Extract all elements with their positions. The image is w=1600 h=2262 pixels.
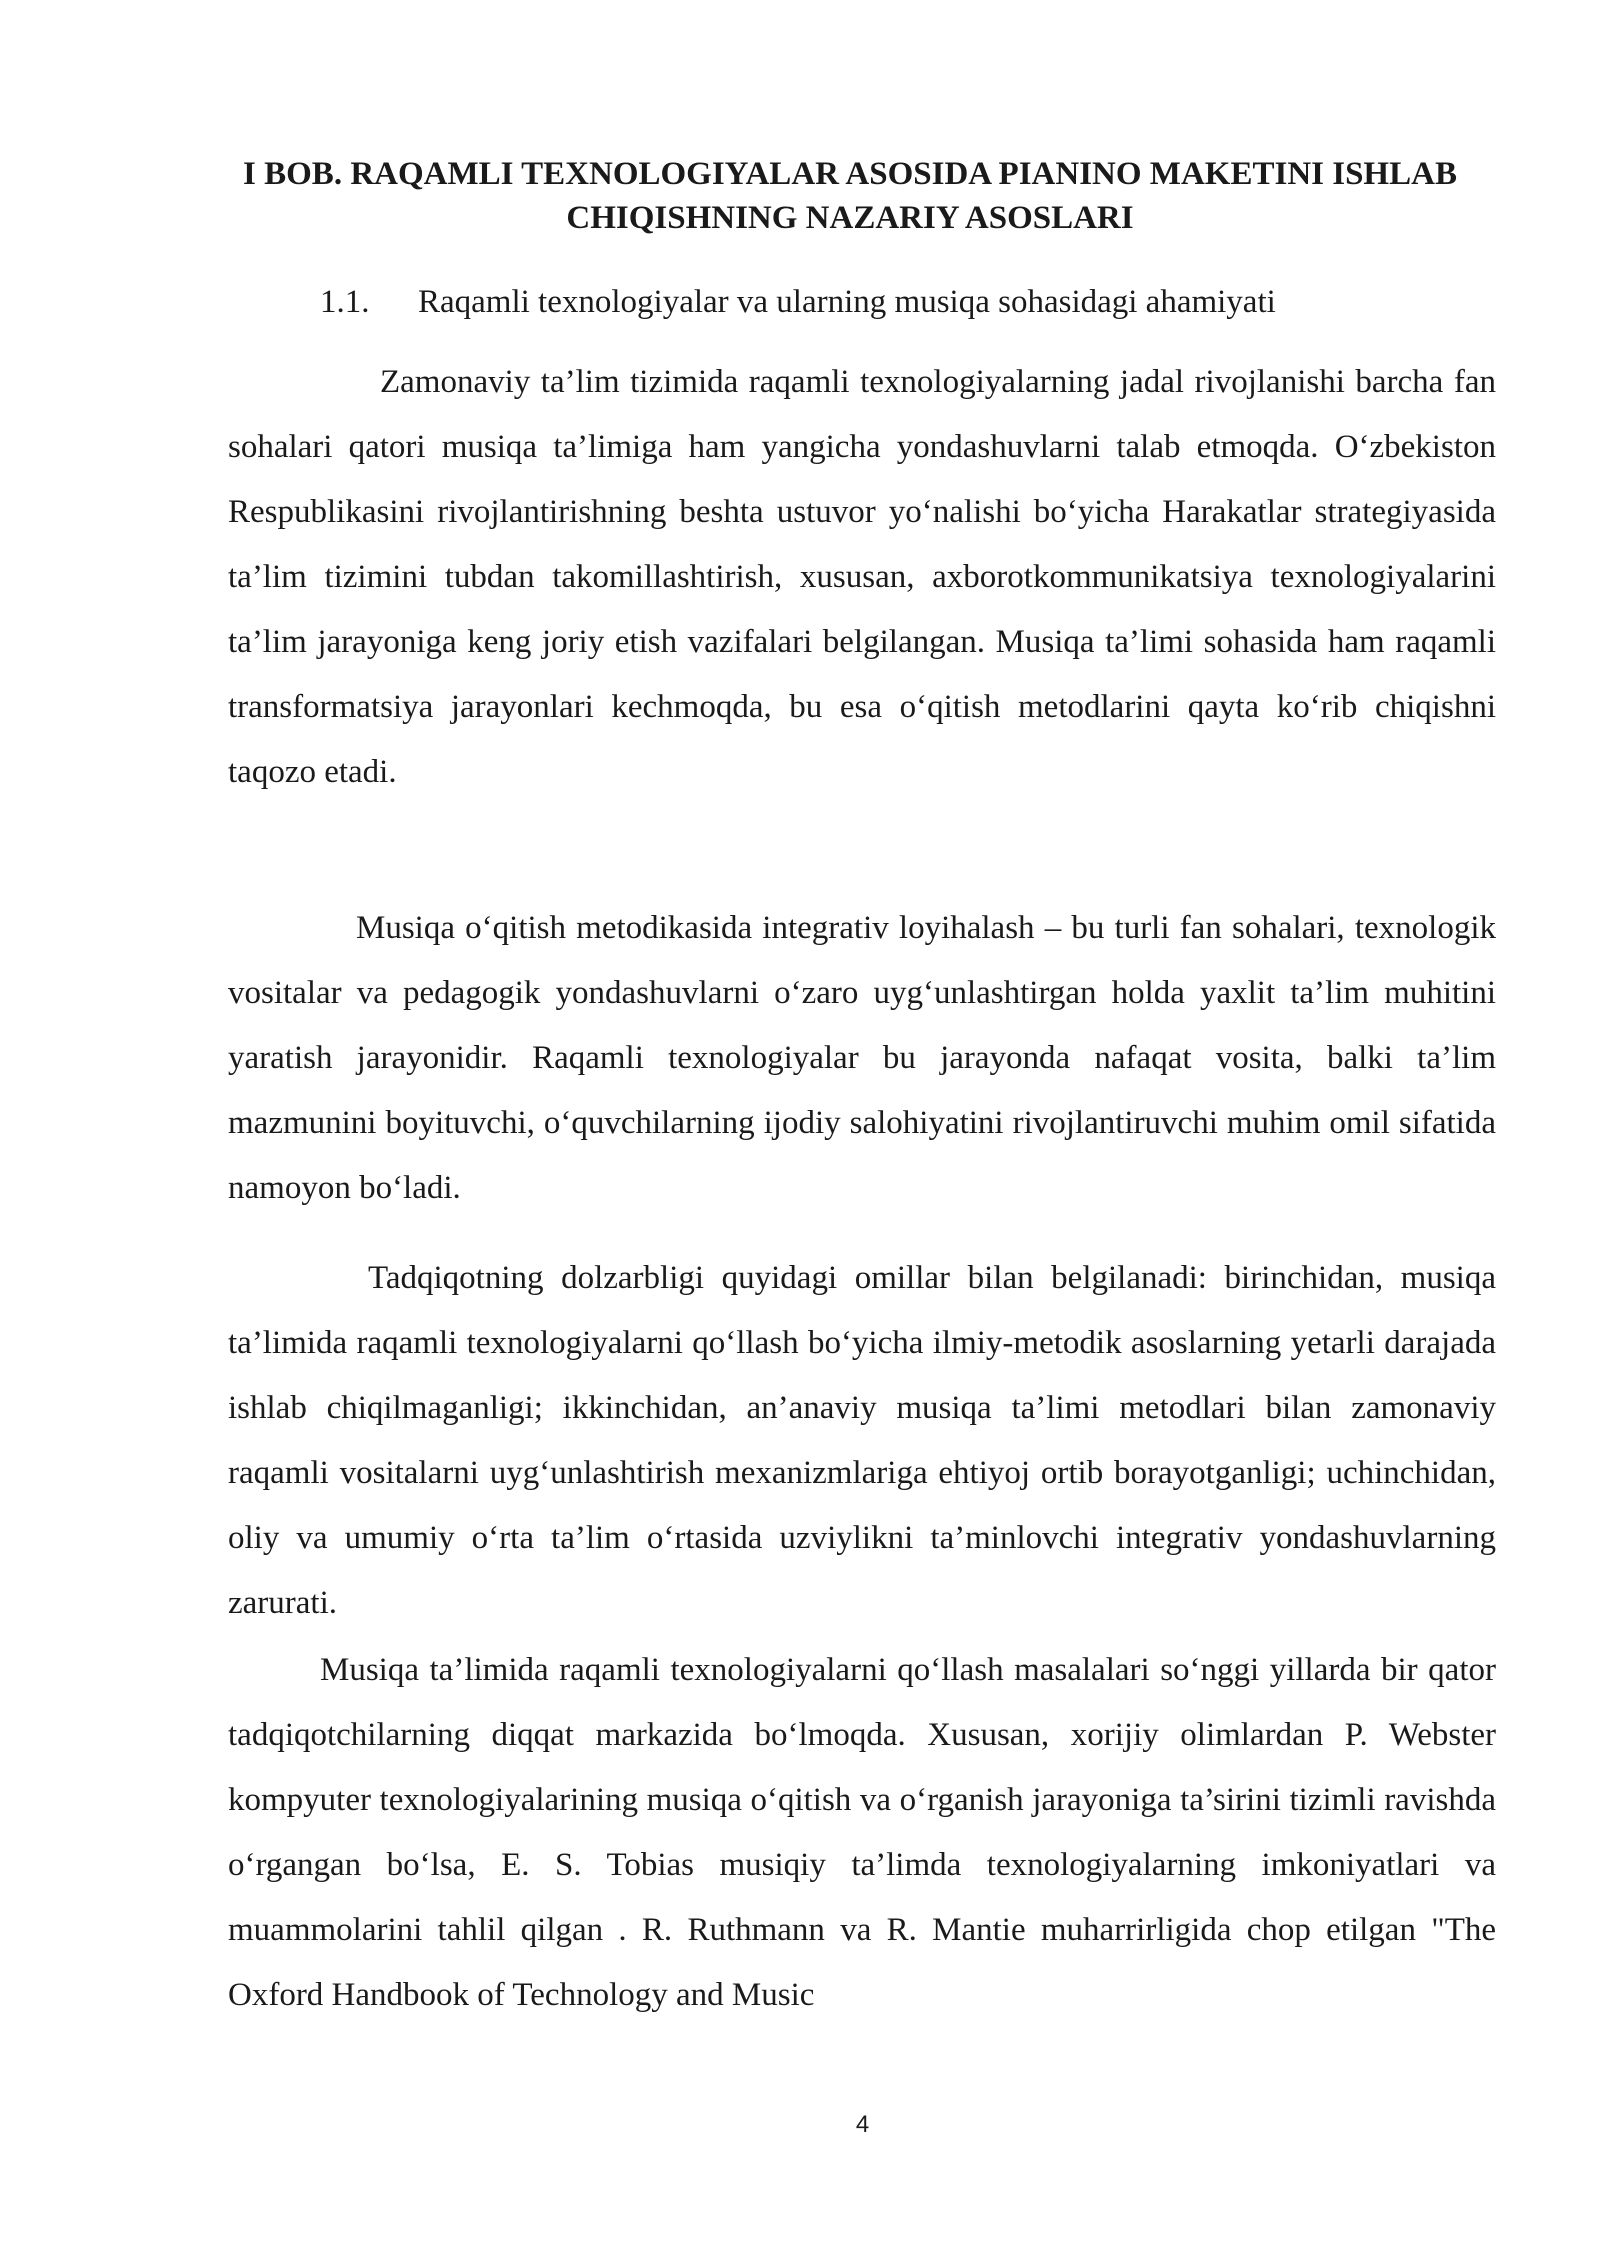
- paragraph: Tadqiqotning dolzarbligi quyidagi omillar bilan belgilanadi: birinchidan, musiqa ta’limida raqamli texnologiyalarni qo‘llash bo‘yicha ilmiy-metodik asoslarning yetarli darajada ishlab chiqilmaganligi; ikkinchidan, an’anaviy musiqa ta’limi metodlari bilan zamonaviy raqamli vositalarni uyg‘unlashtirish mexanizmlariga ehtiyoj ortib borayotganligi; uchinchidan, oliy va umumiy o‘rta ta’lim o‘rtasida uzviylikni ta’minlovchi integrativ yondashuvlarning zarurati.: [228, 1260, 1496, 1621]
- paragraph: Musiqa ta’limida raqamli texnologiyalarni qo‘llash masalalari so‘nggi yillarda bir qator tadqiqotchilarning diqqat markazida bo‘lmoqda. Xususan, xorijiy olimlardan P. Webster kompyuter texnologiyalarining musiqa o‘qitish va o‘rganish jarayoniga ta’sirini tizimli ravishda o‘rgangan bo‘lsa, E. S. Tobias musiqiy ta’limda texnologiyalarning imkoniyatlari va muammolarini tahlil qilgan . R. Ruthmann va R. Mantie muharrirligida chop etilgan "The Oxford Handbook of Technology and Music: [228, 1652, 1496, 2013]
- section-number: 1.1.: [320, 284, 370, 320]
- page-number: 4: [855, 2111, 870, 2138]
- paragraph: Zamonaviy ta’lim tizimida raqamli texnologiyalarning jadal rivojlanishi barcha fan sohalari qatori musiqa ta’limiga ham yangicha yondashuvlarni talab etmoqda. O‘zbekiston Respublikasini rivojlantirishning beshta ustuvor yo‘nalishi bo‘yicha Harakatlar strategiyasida ta’lim tizimini tubdan takomillashtirish, xususan, axborotkommunikatsiya texnologiyalarini ta’lim jarayoniga keng joriy etish vazifalari belgilangan. Musiqa ta’limi sohasida ham raqamli transformatsiya jarayonlari kechmoqda, bu esa o‘qitish metodlarini qayta ko‘rib chiqishni taqozo etadi.: [228, 364, 1496, 790]
- section-title: Raqamli texnologiyalar va ularning musiqa sohasidagi ahamiyati: [418, 284, 1276, 320]
- paragraph: Musiqa o‘qitish metodikasida integrativ loyihalash – bu turli fan sohalari, texnologik vositalar va pedagogik yondashuvlarni o‘zaro uyg‘unlashtirgan holda yaxlit ta’lim muhitini yaratish jarayonidir. Raqamli texnologiyalar bu jarayonda nafaqat vosita, balki ta’lim mazmunini boyituvchi, o‘quvchilarning ijodiy salohiyatini rivojlantiruvchi muhim omil sifatida namoyon bo‘ladi.: [228, 910, 1496, 1206]
- chapter-title: I BOB. RAQAMLI TEXNOLOGIYALAR ASOSIDA PIANINO MAKETINI ISHLAB CHIQISHNING NAZARIY ASOSLARI: [243, 156, 1457, 236]
- section-heading: [320, 280, 1500, 324]
